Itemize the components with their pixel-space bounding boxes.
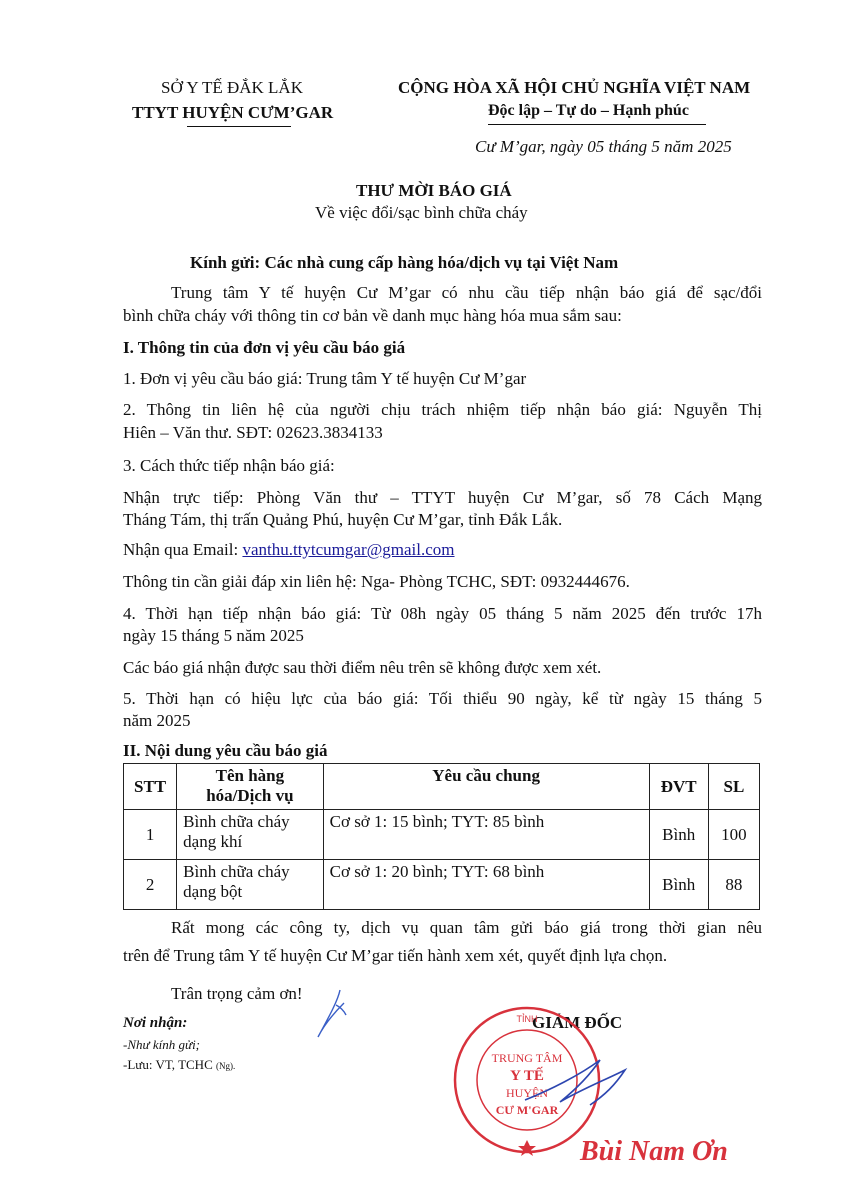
section-1-item-3: 3. Cách thức tiếp nhận báo giá:: [123, 456, 335, 475]
center-name: TTYT HUYỆN CƯM’GAR: [132, 103, 334, 122]
late-note: Các báo giá nhận được sau thời điểm nêu trên sẽ không được xem xét.: [123, 658, 602, 677]
closing-line-1: Rất mong các công ty, dịch vụ quan tâm gửi báo giá trong thời gian nêu: [171, 918, 762, 937]
closing-line-2: trên để Trung tâm Y tế huyện Cư M’gar tiến hành xem xét, quyết định lựa chọn.: [123, 946, 668, 965]
intro-line-1: Trung tâm Y tế huyện Cư M’gar có nhu cầu tiếp nhận báo giá để sạc/đổi: [171, 283, 762, 302]
signer-name: Bùi Nam Ơn: [580, 1136, 728, 1167]
section-1-item-2-line-2: Hiên – Văn thư. SĐT: 02623.3834133: [123, 423, 383, 442]
section-1-item-1: 1. Đơn vị yêu cầu báo giá: Trung tâm Y tế huyện Cư M’gar: [123, 369, 527, 388]
section-1-item-4-line-2: ngày 15 tháng 5 năm 2025: [123, 626, 304, 645]
row-stt: 2: [124, 860, 177, 910]
seal-line-3: HUYỆN: [506, 1086, 548, 1100]
salutation: Kính gửi: Các nhà cung cấp hàng hóa/dịch vụ tại Việt Nam: [190, 253, 619, 272]
seal-line-1: TRUNG TÂM: [491, 1051, 563, 1065]
quote-table: [123, 763, 760, 910]
signer-title: GIÁM ĐỐC: [532, 1013, 623, 1032]
header-item-name-line-2: hóa/Dịch vụ: [206, 786, 294, 805]
row-quantity: 100: [708, 810, 759, 860]
email-link[interactable]: vanthu.ttytcumgar@gmail.com: [242, 540, 455, 559]
table-header-row: [124, 764, 760, 810]
row-requirements: Cơ sở 1: 15 bình; TYT: 85 bình: [323, 810, 649, 860]
header-stt: STT: [124, 764, 177, 810]
section-1-item-4-line-1: 4. Thời hạn tiếp nhận báo giá: Từ 08h ngày 05 tháng 5 năm 2025 đến trước 17h: [123, 604, 762, 623]
agency-name: SỞ Y TẾ ĐẮK LẮK: [161, 78, 303, 97]
director-signature: [520, 1040, 650, 1120]
thanks-line: Trân trọng cảm ơn!: [171, 984, 303, 1003]
national-title: CỘNG HÒA XÃ HỘI CHỦ NGHĨA VIỆT NAM: [398, 78, 751, 97]
table-row: [124, 860, 760, 910]
initial-signature-mark: [300, 985, 360, 1045]
section-2-heading: II. Nội dung yêu cầu báo giá: [123, 741, 328, 760]
row-unit: Bình: [649, 810, 708, 860]
seal-line-4: CƯ M'GAR: [495, 1103, 559, 1117]
national-motto: Độc lập – Tự do – Hạnh phúc: [488, 102, 689, 119]
seal-line-2: Y TẾ: [510, 1068, 544, 1084]
section-1-heading: I. Thông tin của đơn vị yêu cầu báo giá: [123, 338, 406, 357]
section-1-item-5-line-1: 5. Thời hạn có hiệu lực của báo giá: Tối thiểu 90 ngày, kể từ ngày 15 tháng 5: [123, 689, 762, 708]
document-subject: Về việc đổi/sạc bình chữa cháy: [315, 203, 528, 222]
document-title: THƯ MỜI BÁO GIÁ: [356, 181, 512, 200]
row-unit: Bình: [649, 860, 708, 910]
direct-delivery-line-1: Nhận trực tiếp: Phòng Văn thư – TTYT huyện Cư M’gar, số 78 Cách Mạng: [123, 488, 762, 507]
row-item-name-line-1: Bình chữa cháy: [183, 812, 290, 831]
recipients-line-2-sub: (Ng).: [216, 1061, 236, 1071]
row-item-name: [177, 860, 323, 910]
header-item-name: [177, 764, 323, 810]
date-line: Cư M’gar, ngày 05 tháng 5 năm 2025: [475, 137, 732, 156]
row-item-name: [177, 810, 323, 860]
recipients-line-1: -Như kính gửi;: [123, 1037, 201, 1052]
contact-line: Thông tin cần giải đáp xin liên hệ: Nga- Phòng TCHC, SĐT: 0932444676.: [123, 572, 630, 591]
direct-delivery-line-2: Tháng Tám, thị trấn Quảng Phú, huyện Cư M’gar, tỉnh Đắk Lắk.: [123, 510, 563, 529]
header-quantity: SL: [708, 764, 759, 810]
seal-star-icon: [518, 1140, 536, 1156]
section-1-item-2-line-1: 2. Thông tin liên hệ của người chịu trách nhiệm tiếp nhận báo giá: Nguyễn Thị: [123, 400, 762, 419]
intro-line-2: bình chữa cháy với thông tin cơ bản về danh mục hàng hóa mua sắm sau:: [123, 306, 622, 325]
row-stt: 1: [124, 810, 177, 860]
header-requirements: Yêu cầu chung: [323, 764, 649, 810]
recipients-line-2-text: -Lưu: VT, TCHC: [123, 1057, 213, 1072]
seal-top-text: TỈNH: [516, 1014, 538, 1024]
motto-underline: [488, 124, 706, 125]
row-requirements: Cơ sở 1: 20 bình; TYT: 68 bình: [323, 860, 649, 910]
recipients-line-2: [123, 1057, 235, 1073]
row-item-name-line-2: dạng bột: [183, 882, 243, 901]
row-quantity: 88: [708, 860, 759, 910]
email-label: Nhận qua Email:: [123, 540, 243, 559]
header-item-name-line-1: Tên hàng: [215, 766, 285, 785]
email-line: [123, 540, 455, 560]
row-item-name-line-1: Bình chữa cháy: [183, 862, 290, 881]
section-1-item-5-line-2: năm 2025: [123, 711, 191, 730]
header-unit: ĐVT: [649, 764, 708, 810]
row-item-name-line-2: dạng khí: [183, 832, 243, 851]
recipients-label: Nơi nhận:: [123, 1015, 188, 1031]
table-row: [124, 810, 760, 860]
center-name-underline: [187, 126, 291, 127]
